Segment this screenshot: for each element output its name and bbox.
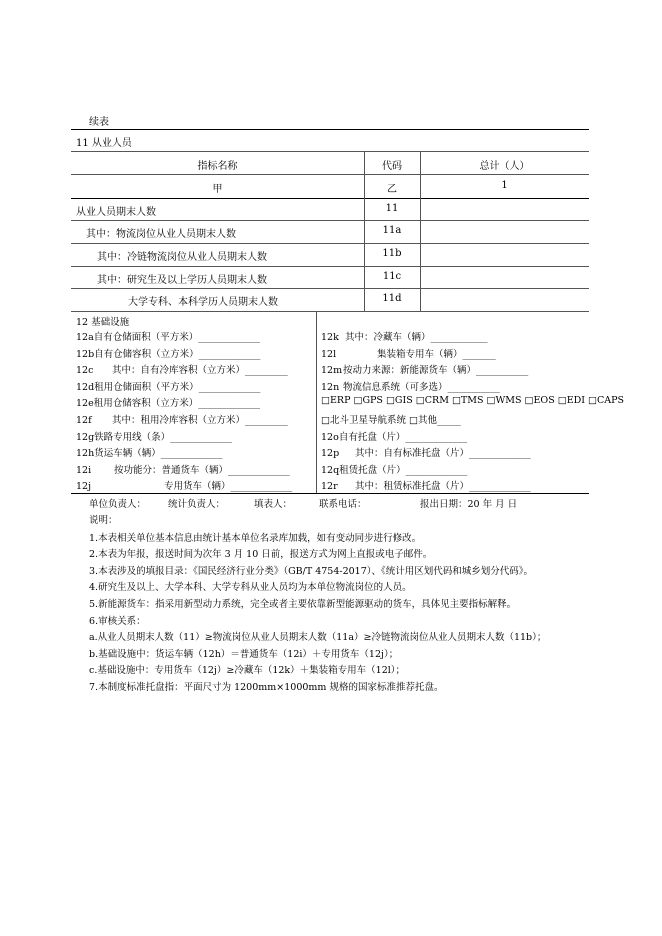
info-system-options: □北斗卫星导航系统 □其他_____ xyxy=(321,415,461,426)
row-name: 从业人员期末人数 xyxy=(76,207,156,218)
infra-item: 12h货运车辆（辆）_____________ xyxy=(76,448,223,459)
subheader-name: 甲 xyxy=(212,184,223,195)
row-name: 其中：冷链物流岗位从业人员期末人数 xyxy=(97,252,267,263)
section-11-title: 11 从业人员 xyxy=(76,138,132,149)
infra-item: 12b自有仓储容积（立方米）_____________ xyxy=(76,349,261,360)
divider xyxy=(71,174,589,175)
divider xyxy=(71,311,589,312)
subheader-code: 乙 xyxy=(387,184,397,195)
note-item: 3.本表涉及的填报目录：《国民经济行业分类》（GB/T 4754-2017）、《统计用区划代码和城乡划分代码》。 xyxy=(89,566,534,577)
divider xyxy=(71,243,589,244)
infra-item: 12r 其中：租赁标准托盘（片）_____________ xyxy=(321,481,531,492)
divider xyxy=(71,220,589,221)
section-12-title: 12 基础设施 xyxy=(76,317,130,328)
infra-item: 12o自有托盘（片）_____________ xyxy=(321,432,468,443)
stat-head-label: 统计负责人： xyxy=(168,499,226,510)
infra-item: 12d租用仓储面积（平方米）_____________ xyxy=(76,382,261,393)
column-divider xyxy=(420,151,421,311)
infra-item: 12m按动力来源：新能源货车（辆）___________ xyxy=(321,365,529,376)
note-item: a.从业人员期末人数（11）≥物流岗位从业人员期末人数（11a）≥冷链物流岗位从业人员期末人数（11b）； xyxy=(89,632,547,643)
infra-item: 12k 其中：冷藏车（辆）____________ xyxy=(321,332,488,343)
note-item: c.基础设施中：专用货车（12j）≥冷藏车（12k）＋集装箱专用车（12l）； xyxy=(89,665,406,676)
infra-item: 12i 按功能分：普通货车（辆）_____________ xyxy=(76,465,290,476)
note-item: 1.本表相关单位基本信息由统计基本单位名录库加载，如有变动同步进行修改。 xyxy=(89,533,422,544)
table-bottom-border xyxy=(71,493,589,494)
subheader-total: 1 xyxy=(501,180,508,191)
note-item: 2.本表为年报，报送时间为次年 3 月 10 日前，报送方式为网上直报或电子邮件。 xyxy=(89,549,433,560)
header-total: 总计（人） xyxy=(479,161,530,172)
column-divider xyxy=(316,311,317,493)
column-divider xyxy=(364,151,365,311)
infra-item: 12e租用仓储容积（立方米）_____________ xyxy=(76,398,260,409)
divider xyxy=(71,288,589,289)
row-code: 11d xyxy=(382,293,402,304)
infra-item: 12n 物流信息系统（可多选）___________ xyxy=(321,382,500,393)
note-item: 5.新能源货车：指采用新型动力系统，完全或者主要依靠新型能源驱动的货车，具体见主要指标解释。 xyxy=(89,599,517,610)
table-top-border xyxy=(71,129,589,130)
divider xyxy=(71,266,589,267)
note-item: 4.研究生及以上、大学本科、大学专科从业人员均为本单位物流岗位的人员。 xyxy=(89,582,412,593)
row-code: 11b xyxy=(382,248,402,259)
continued-label: 续表 xyxy=(89,117,109,128)
note-item: b.基础设施中：货运车辆（12h）＝普通货车（12i）＋专用货车（12j）； xyxy=(89,649,399,660)
row-name: 其中：物流岗位从业人员期末人数 xyxy=(86,229,236,240)
infra-item: 12j 专用货车（辆）_____________ xyxy=(76,481,293,492)
notes-title: 说明： xyxy=(89,515,118,526)
infra-item: 12l 集装箱专用车（辆）_______ xyxy=(321,349,496,360)
filler-label: 填表人： xyxy=(254,499,293,510)
infra-item: 12q租赁托盘（片）_____________ xyxy=(321,465,468,476)
infra-item: 12a自有仓储面积（平方米）_____________ xyxy=(76,332,261,343)
infra-item: 12p 其中：自有标准托盘（片）_____________ xyxy=(321,448,531,459)
header-name: 指标名称 xyxy=(197,161,238,172)
phone-label: 联系电话： xyxy=(319,499,367,510)
infra-item: 12g铁路专用线（条）_____________ xyxy=(76,432,232,443)
infra-item: 12c 其中：自有冷库容积（立方米）_________ xyxy=(76,365,288,376)
row-code: 11c xyxy=(382,271,402,282)
infra-item: 12f 其中：租用冷库容积（立方米）_________ xyxy=(76,415,288,426)
info-system-options: □ERP □GPS □GIS □CRM □TMS □WMS □EOS □EDI □CAPS xyxy=(321,395,625,406)
row-name: 其中：研究生及以上学历人员期末人数 xyxy=(97,275,267,286)
row-code: 11 xyxy=(385,203,399,214)
divider xyxy=(71,198,589,199)
unit-head-label: 单位负责人： xyxy=(89,499,147,510)
divider xyxy=(71,151,589,152)
header-code: 代码 xyxy=(382,161,402,172)
note-item: 6.审核关系： xyxy=(89,616,146,627)
row-code: 11a xyxy=(382,225,402,236)
note-item: 7.本制度标准托盘指：平面尺寸为 1200mm×1000mm 规格的国家标准推荐托盘。 xyxy=(89,682,444,693)
report-date-label: 报出日期：20 年 月 日 xyxy=(420,499,518,510)
row-name: 大学专科、本科学历人员期末人数 xyxy=(128,297,278,308)
